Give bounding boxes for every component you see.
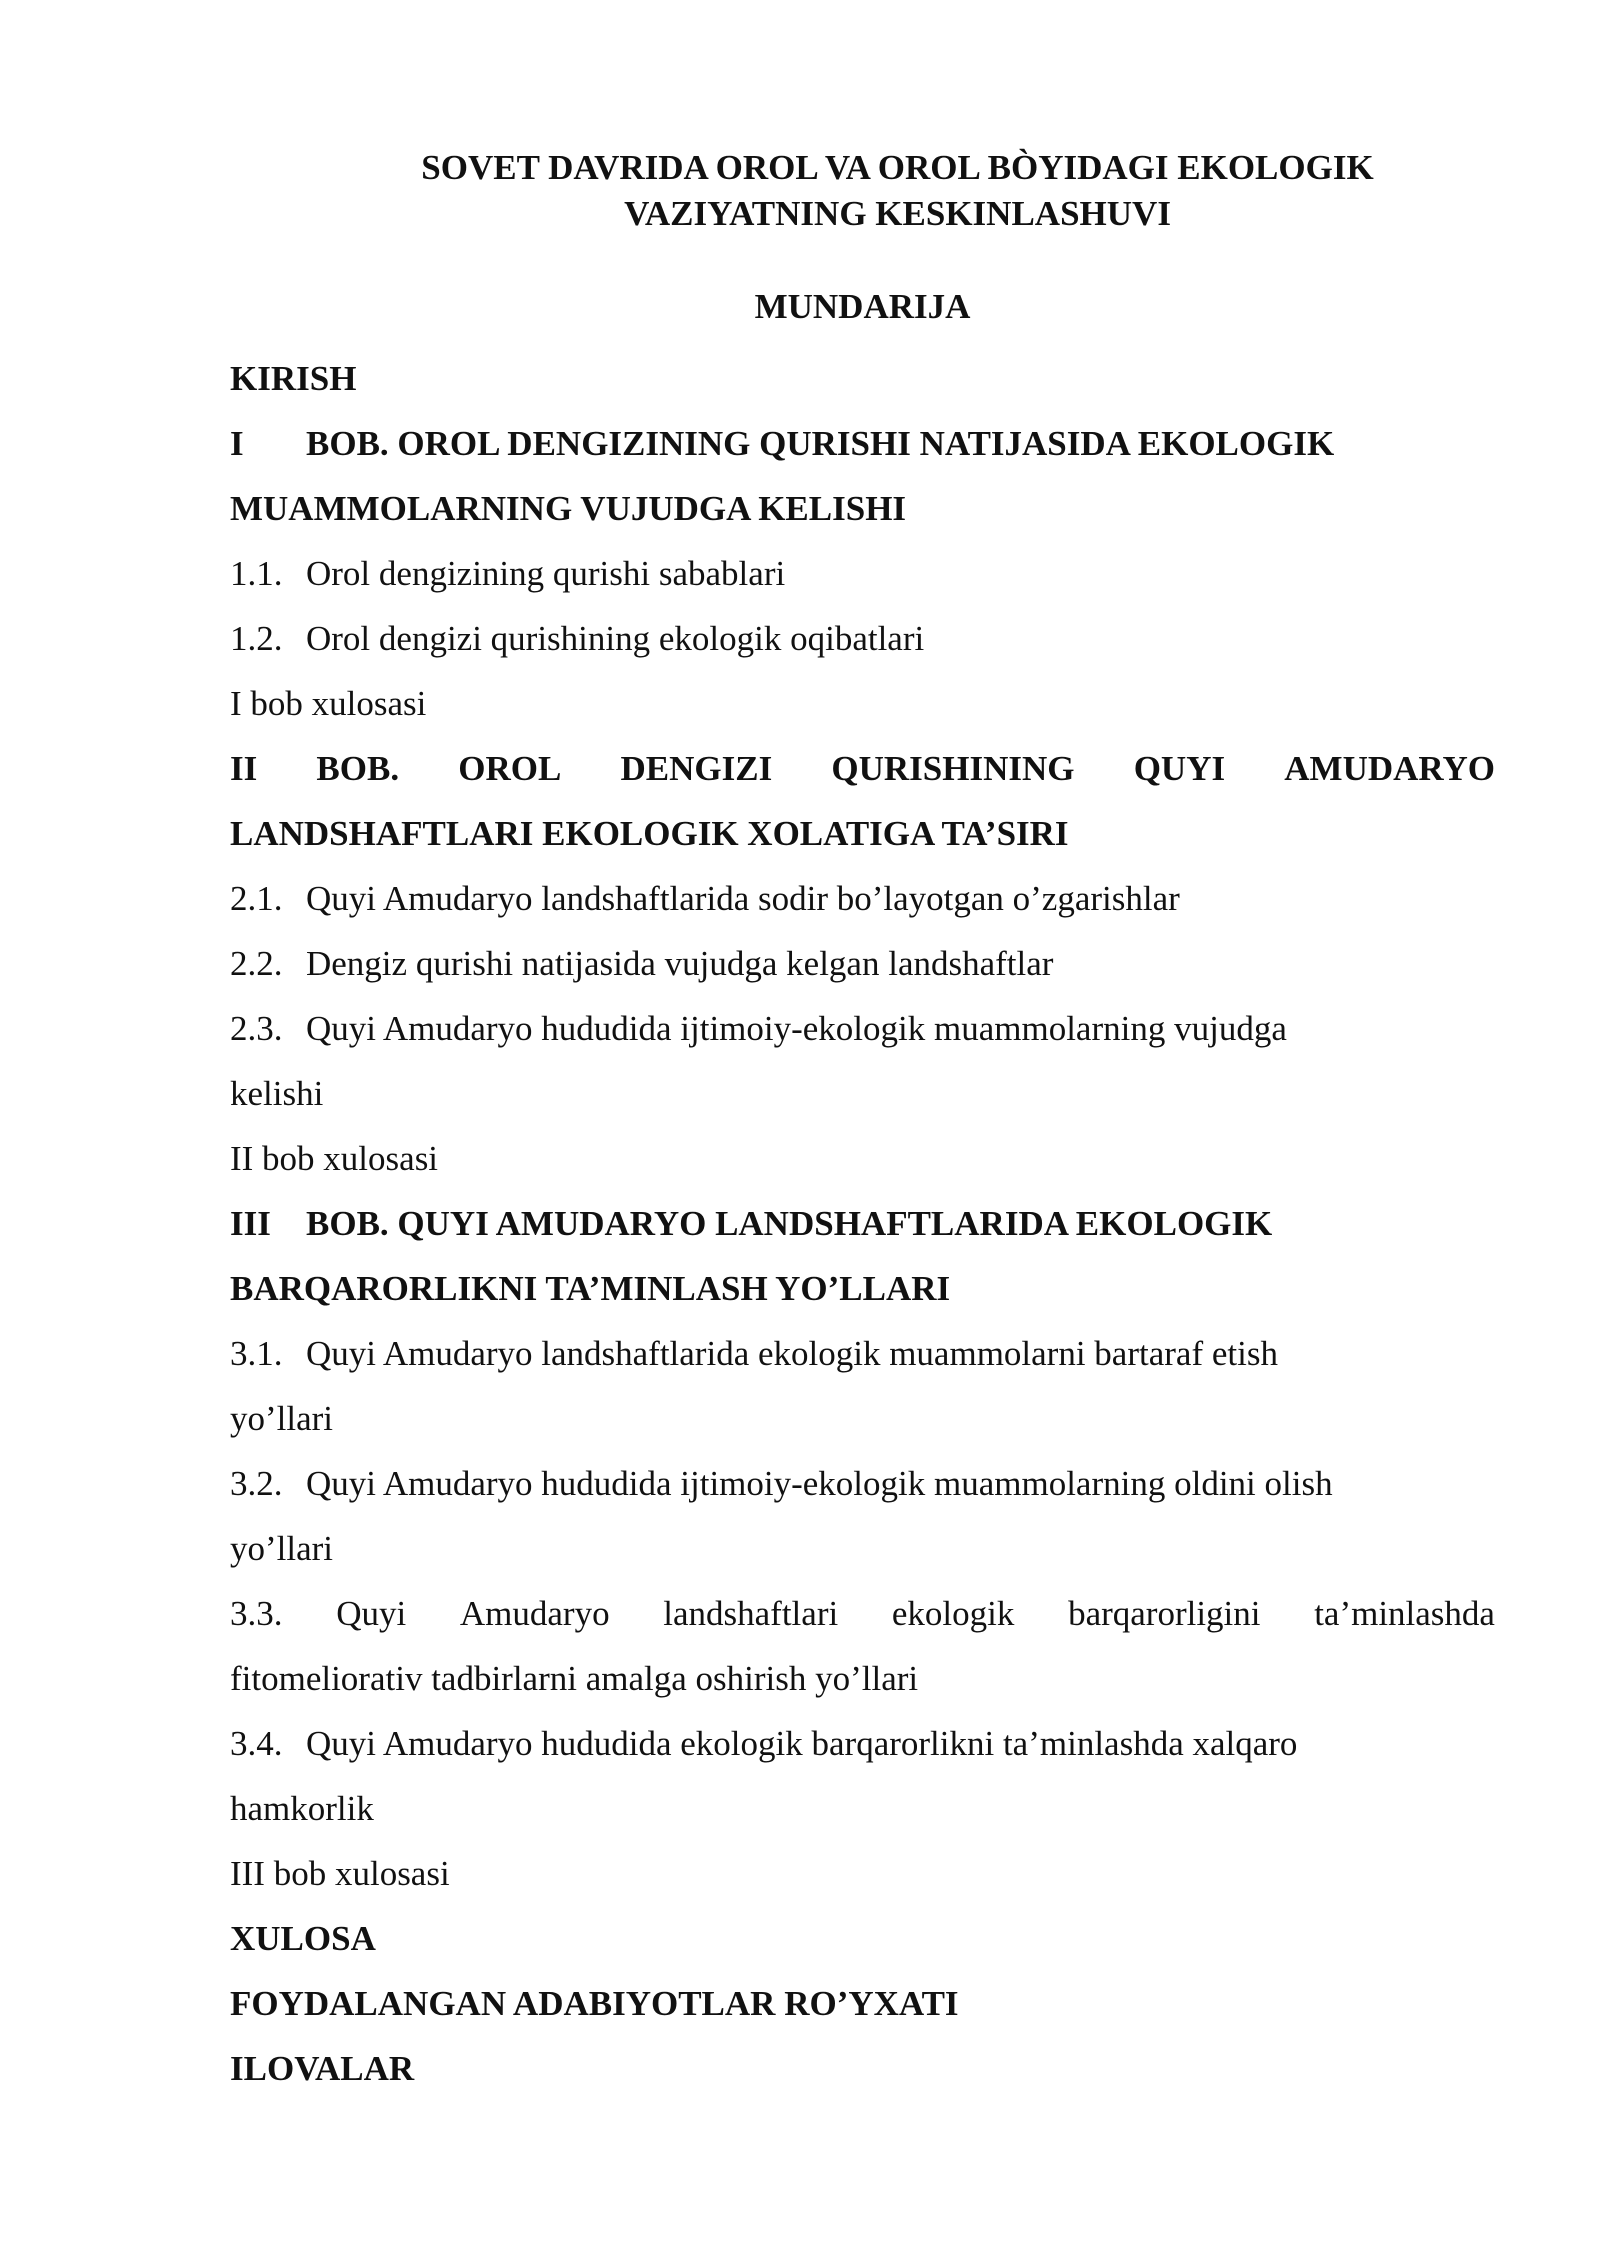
toc-chapter-1-line-1 bbox=[230, 411, 1495, 476]
toc-chapter-2-line-1 bbox=[230, 736, 1495, 801]
toc-intro: KIRISH bbox=[230, 359, 357, 398]
toc-chapter-3-line-2: BARQARORLIKNI TA’MINLASH YO’LLARI bbox=[230, 1269, 951, 1308]
section-number: 2.2. bbox=[230, 944, 283, 983]
section-title: Orol dengizining qurishi sabablari bbox=[306, 554, 786, 593]
section-title: Quyi Amudaryo hududida ekologik barqarorlikni ta’minlashda xalqaro bbox=[306, 1724, 1298, 1763]
chapter-2-word: BOB. bbox=[316, 749, 400, 788]
chapter-2-word: AMUDARYO bbox=[1284, 749, 1495, 788]
section-number: 3.1. bbox=[230, 1334, 283, 1373]
section-number: 3.2. bbox=[230, 1464, 283, 1503]
title-line-1: SOVET DAVRIDA OROL VA OROL BÒYIDAGI EKOLOGIK bbox=[421, 148, 1374, 187]
section-word: landshaftlari bbox=[663, 1594, 839, 1633]
section-title: Orol dengizi qurishining ekologik oqibatlari bbox=[306, 619, 925, 658]
section-word: ekologik bbox=[891, 1594, 1015, 1633]
section-number: 3.4. bbox=[230, 1724, 283, 1763]
toc-chapter-1-line-2: MUAMMOLARNING VUJUDGA KELISHI bbox=[230, 489, 907, 528]
section-title: Dengiz qurishi natijasida vujudga kelgan landshaftlar bbox=[306, 944, 1054, 983]
toc-section-3-2-cont: yo’llari bbox=[230, 1529, 334, 1568]
toc-section-2-1 bbox=[230, 866, 1495, 931]
toc-chapter-3-summary: III bob xulosasi bbox=[230, 1854, 450, 1893]
toc-section-3-3-cont: fitomeliorativ tadbirlarni amalga oshirish yo’llari bbox=[230, 1659, 919, 1698]
toc-section-3-2 bbox=[230, 1451, 1495, 1516]
toc-section-2-2 bbox=[230, 931, 1495, 996]
section-number: 2.1. bbox=[230, 879, 283, 918]
section-title: Quyi Amudaryo hududida ijtimoiy-ekologik muammolarning vujudga bbox=[306, 1009, 1287, 1048]
toc-section-2-3 bbox=[230, 996, 1495, 1061]
toc-section-3-3 bbox=[230, 1581, 1495, 1646]
toc-section-1-2 bbox=[230, 606, 1495, 671]
chapter-3-number: III bbox=[230, 1204, 271, 1243]
chapter-2-word: OROL bbox=[458, 749, 562, 788]
toc-conclusion: XULOSA bbox=[230, 1919, 376, 1958]
chapter-1-number: I bbox=[230, 424, 244, 463]
table-of-contents bbox=[230, 346, 1495, 2101]
chapter-2-word: QUYI bbox=[1133, 749, 1226, 788]
toc-section-3-1 bbox=[230, 1321, 1495, 1386]
chapter-2-number: II bbox=[230, 749, 258, 788]
toc-chapter-1-summary: I bob xulosasi bbox=[230, 684, 427, 723]
document-title bbox=[300, 145, 1495, 237]
toc-section-3-4-cont: hamkorlik bbox=[230, 1789, 374, 1828]
toc-appendices: ILOVALAR bbox=[230, 2049, 415, 2088]
section-word: Amudaryo bbox=[459, 1594, 610, 1633]
toc-references: FOYDALANGAN ADABIYOTLAR RO’YXATI bbox=[230, 1984, 959, 2023]
section-title: Quyi Amudaryo landshaftlarida ekologik muammolarni bartaraf etish bbox=[306, 1334, 1278, 1373]
chapter-2-word: QURISHINING bbox=[831, 749, 1075, 788]
chapter-1-title: BOB. OROL DENGIZINING QURISHI NATIJASIDA EKOLOGIK bbox=[306, 424, 1335, 463]
contents-heading: MUNDARIJA bbox=[754, 287, 971, 326]
chapter-3-title: BOB. QUYI AMUDARYO LANDSHAFTLARIDA EKOLOGIK bbox=[306, 1204, 1273, 1243]
section-number: 1.2. bbox=[230, 619, 283, 658]
section-word: barqarorligini bbox=[1068, 1594, 1261, 1633]
section-title: Quyi Amudaryo landshaftlarida sodir bo’layotgan o’zgarishlar bbox=[306, 879, 1180, 918]
toc-section-3-1-cont: yo’llari bbox=[230, 1399, 334, 1438]
title-line-2: VAZIYATNING KESKINLASHUVI bbox=[624, 194, 1171, 233]
toc-section-3-4 bbox=[230, 1711, 1495, 1776]
section-word: Quyi bbox=[336, 1594, 407, 1633]
section-word: ta’minlashda bbox=[1314, 1594, 1495, 1633]
section-number: 2.3. bbox=[230, 1009, 283, 1048]
toc-chapter-2-line-2: LANDSHAFTLARI EKOLOGIK XOLATIGA TA’SIRI bbox=[230, 814, 1069, 853]
section-title: Quyi Amudaryo hududida ijtimoiy-ekologik muammolarning oldini olish bbox=[306, 1464, 1333, 1503]
toc-section-1-1 bbox=[230, 541, 1495, 606]
toc-chapter-2-summary: II bob xulosasi bbox=[230, 1139, 439, 1178]
toc-section-2-3-cont: kelishi bbox=[230, 1074, 324, 1113]
section-number: 3.3. bbox=[230, 1594, 283, 1633]
section-number: 1.1. bbox=[230, 554, 283, 593]
toc-chapter-3-line-1 bbox=[230, 1191, 1495, 1256]
chapter-2-word: DENGIZI bbox=[620, 749, 773, 788]
